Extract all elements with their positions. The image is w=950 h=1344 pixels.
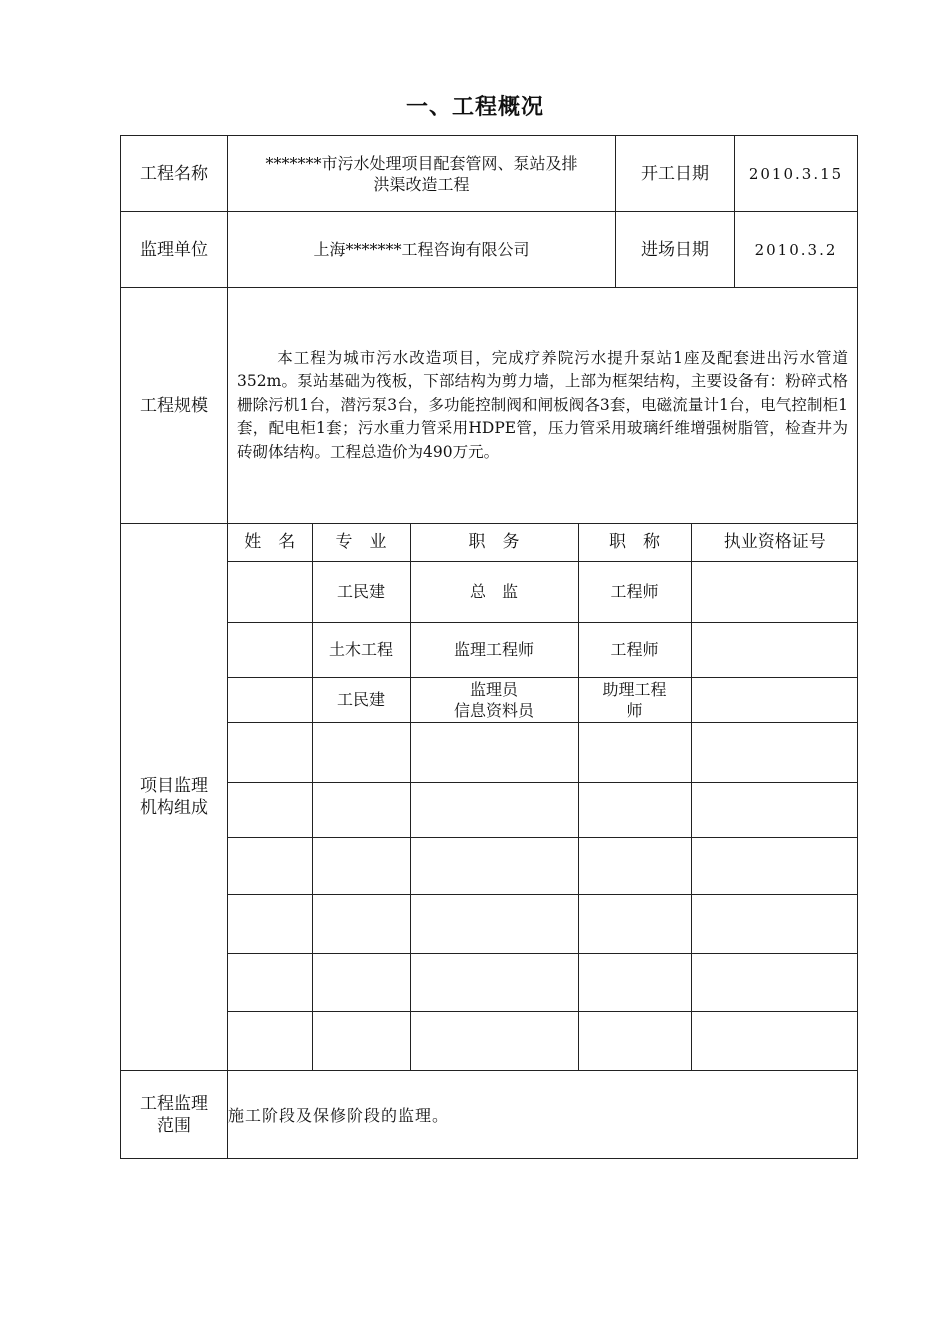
- table-row: [228, 622, 858, 677]
- cell-title-line-2: 师: [626, 700, 643, 720]
- cell-major: 工民建: [312, 561, 410, 622]
- table-row-empty: [228, 722, 858, 782]
- header-cert: 执业资格证号: [691, 524, 858, 561]
- scope-label-line-2: 范围: [157, 1115, 191, 1136]
- supervisor-value: 上海*******工程咨询有限公司: [228, 212, 616, 288]
- cell-title: [578, 677, 691, 722]
- org-label-line-2: 机构组成: [140, 798, 208, 818]
- cell-duty: 监理工程师: [410, 622, 578, 677]
- header-duty: 职 务: [410, 524, 578, 561]
- table-row-empty: [228, 837, 858, 894]
- entry-date-label: 进场日期: [616, 212, 735, 288]
- staff-table: [228, 524, 858, 1070]
- header-title: 职 称: [578, 524, 691, 561]
- header-name: 姓 名: [228, 524, 312, 561]
- project-name-label: 工程名称: [121, 136, 228, 212]
- scope-label-line-1: 工程监理: [140, 1093, 208, 1114]
- cell-duty-line-2: 信息资料员: [453, 700, 534, 720]
- cell-duty: [410, 677, 578, 722]
- scope-label: [121, 1071, 228, 1159]
- scale-label: 工程规模: [121, 288, 228, 524]
- scale-cell: [228, 288, 858, 524]
- cell-cert: [691, 622, 858, 677]
- table-row: [228, 561, 858, 622]
- header-major: 专 业: [312, 524, 410, 561]
- cell-major: 工民建: [312, 677, 410, 722]
- cell-major: 土木工程: [312, 622, 410, 677]
- cell-name: [228, 561, 312, 622]
- scope-value: 施工阶段及保修阶段的监理。: [228, 1071, 858, 1159]
- project-overview-table: [120, 135, 858, 1159]
- project-name-value: [228, 136, 616, 212]
- cell-cert: [691, 677, 858, 722]
- org-label-line-1: 项目监理: [140, 776, 208, 796]
- org-cell: [228, 524, 858, 1071]
- table-row: [228, 677, 858, 722]
- start-date-label: 开工日期: [616, 136, 735, 212]
- project-name-line-2: 洪渠改造工程: [373, 174, 470, 194]
- project-name-line-1: *******市污水处理项目配套管网、泵站及排: [265, 153, 578, 173]
- cell-title-line-1: 助理工程: [602, 679, 667, 699]
- supervisor-label: 监理单位: [121, 212, 228, 288]
- table-row-empty: [228, 1011, 858, 1070]
- table-row-empty: [228, 894, 858, 953]
- page-title: 一、工程概况: [405, 95, 544, 120]
- table-row-empty: [228, 953, 858, 1011]
- org-label: [121, 524, 228, 1071]
- cell-name: [228, 622, 312, 677]
- cell-title: 工程师: [578, 561, 691, 622]
- table-row-empty: [228, 782, 858, 837]
- cell-cert: [691, 561, 858, 622]
- scale-text: 本工程为城市污水改造项目，完成疗养院污水提升泵站1座及配套进出污水管道352m。泵站基础为筏板，下部结构为剪力墙，上部为框架结构，主要设备有：粉碎式格栅除污机1台，潜污泵3台，多功能控制阀和闸板阀各3套，电磁流量计1台，电气控制柜1套，配电柜1套；污水重力管采用HDPE管，压力管采用玻璃纤维增强树脂管，检查井为砖砌体结构。工程总造价为490万元。: [237, 348, 848, 461]
- cell-title: 工程师: [578, 622, 691, 677]
- cell-name: [228, 677, 312, 722]
- cell-duty: 总 监: [410, 561, 578, 622]
- start-date-value: 2010.3.15: [735, 136, 858, 212]
- entry-date-value: 2010.3.2: [735, 212, 858, 288]
- cell-duty-line-1: 监理员: [469, 679, 518, 699]
